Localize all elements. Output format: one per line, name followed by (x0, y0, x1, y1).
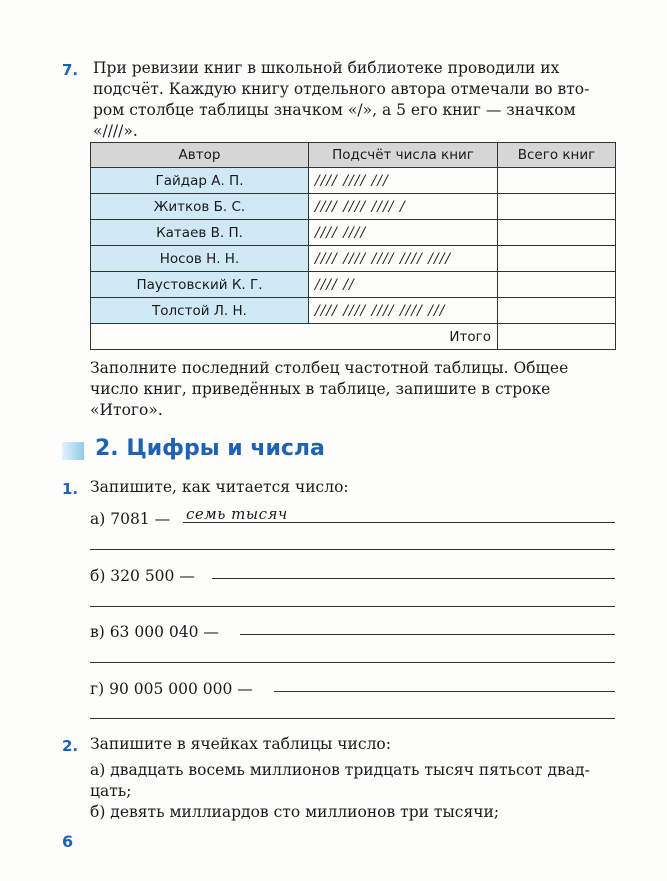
task-7-number: 7. (62, 61, 79, 79)
table-row (91, 298, 616, 324)
header-total: Всего книг (498, 143, 616, 168)
task-7-after-line-1: Заполните последний столбец частотной таблицы. Общее (90, 359, 569, 377)
item-d-label: г) 90 005 000 000 — (90, 680, 253, 698)
author-cell: Житков Б. С. (91, 194, 309, 220)
author-cell: Толстой Л. Н. (91, 298, 309, 324)
total-cell[interactable] (498, 298, 616, 324)
page-number: 6 (62, 832, 74, 851)
answer-line[interactable] (274, 691, 615, 692)
table-row (91, 272, 616, 298)
task-7-instructions (90, 358, 615, 421)
section-marker-icon (62, 442, 84, 460)
total-cell[interactable] (498, 194, 616, 220)
answer-line[interactable] (90, 606, 615, 607)
table-row (91, 246, 616, 272)
item-a-answer[interactable]: семь тысяч (186, 505, 288, 523)
author-cell: Катаев В. П. (91, 220, 309, 246)
tally-cell: //// //// //// / (309, 194, 498, 220)
author-cell: Гайдар А. П. (91, 168, 309, 194)
task-7-line-2: подсчёт. Каждую книгу отдельного автора отмечали во вто- (93, 80, 590, 98)
item-b-label: б) 320 500 — (90, 567, 195, 585)
table-header-row (91, 143, 616, 168)
tally-cell: //// // (309, 272, 498, 298)
tally-cell: //// //// //// //// /// (309, 298, 498, 324)
task-2-line-a2: цать; (90, 782, 132, 800)
answer-line[interactable] (212, 578, 615, 579)
total-cell[interactable] (498, 220, 616, 246)
answer-line[interactable] (90, 662, 615, 663)
tally-cell: //// //// (309, 220, 498, 246)
grand-total-cell[interactable] (498, 324, 616, 350)
answer-line[interactable] (90, 549, 615, 550)
answer-line[interactable] (90, 718, 615, 719)
task-2-prompt: Запишите в ячейках таблицы число: (90, 735, 391, 753)
answer-line[interactable] (183, 522, 615, 523)
task-2-items (90, 760, 630, 823)
answer-line[interactable] (240, 634, 615, 635)
header-tally: Подсчёт числа книг (309, 143, 498, 168)
header-author: Автор (91, 143, 309, 168)
total-cell[interactable] (498, 246, 616, 272)
section-title: 2. Цифры и числа (95, 436, 325, 461)
task-7-line-4: «////». (93, 122, 138, 140)
task-7-after-line-2: число книг, приведённых в таблице, запишите в строке (90, 380, 551, 398)
total-label: Итого (91, 324, 498, 350)
table-row (91, 194, 616, 220)
tally-cell: //// //// /// (309, 168, 498, 194)
total-cell[interactable] (498, 168, 616, 194)
item-c-label: в) 63 000 040 — (90, 623, 219, 641)
task-1-number: 1. (62, 480, 79, 498)
task-2-number: 2. (62, 737, 79, 755)
task-7-line-1: При ревизии книг в школьной библиотеке проводили их (93, 59, 560, 77)
task-7-text (93, 58, 618, 142)
author-cell: Носов Н. Н. (91, 246, 309, 272)
table-total-row (91, 324, 616, 350)
task-2-line-a1: а) двадцать восемь миллионов тридцать тысяч пятьсот двад- (90, 761, 590, 779)
frequency-table (90, 142, 616, 350)
task-7-line-3: ром столбце таблицы значком «/», а 5 его книг — значком (93, 101, 576, 119)
table-row (91, 220, 616, 246)
tally-cell: //// //// //// //// //// (309, 246, 498, 272)
total-cell[interactable] (498, 272, 616, 298)
item-a-label: а) 7081 — (90, 510, 171, 528)
table-row (91, 168, 616, 194)
task-7-after-line-3: «Итого». (90, 401, 163, 419)
task-1-prompt: Запишите, как читается число: (90, 478, 349, 496)
task-2-line-b: б) девять миллиардов сто миллионов три тысячи; (90, 803, 500, 821)
author-cell: Паустовский К. Г. (91, 272, 309, 298)
